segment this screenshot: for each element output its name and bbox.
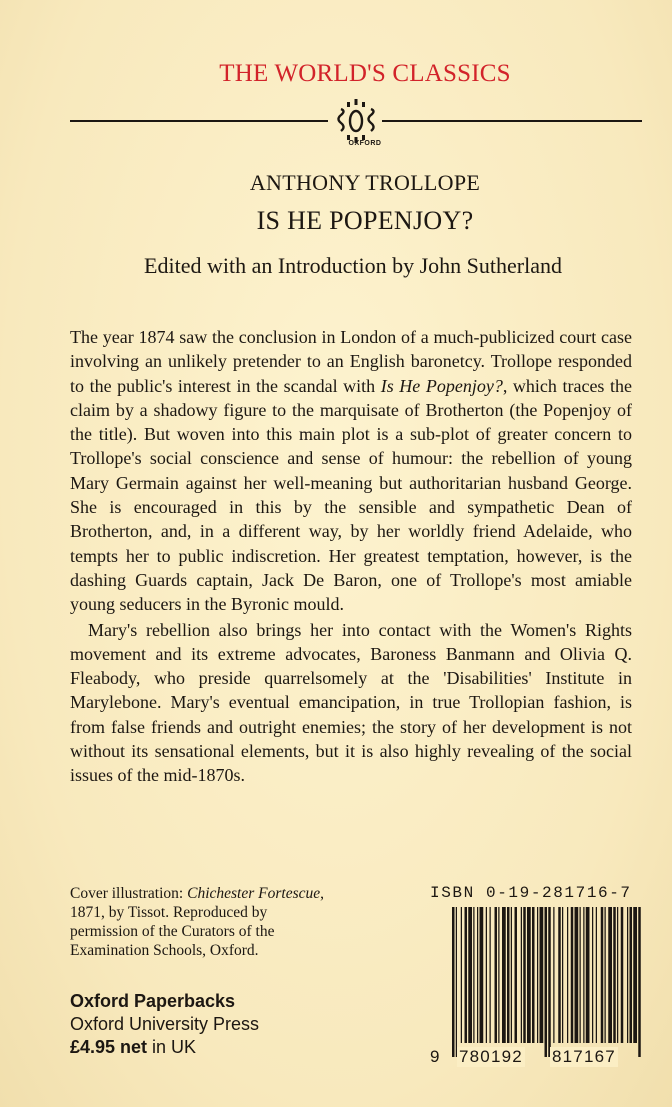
barcode-bar	[613, 907, 616, 1043]
imprint: Oxford Paperbacks	[70, 991, 236, 1011]
barcode-group-2: 817167	[552, 1047, 616, 1066]
barcode-bar	[562, 907, 563, 1043]
barcode-bar	[575, 907, 579, 1043]
barcode-bar	[601, 907, 604, 1043]
blurb-paragraph-2: Mary's rebellion also brings her into contact with the Women's Rights movement and its extreme advocates, Baroness Banmann and Olivia Q. Fleabody, who preside quarrelsomely at the 'Disabilities' Institute in Marylebone. Mary's eventual emancipation, in true Trollopian fashion, is from false friends and outright enemies; the story of her development is not without its sensational elements, but it is also highly revealing of the social issues of the mid-1870s.	[70, 619, 632, 786]
barcode-bar	[580, 907, 581, 1043]
blurb-text: , which traces the claim by a shadowy figure to the marquisate of Brotherton (the Popenjoy of the title). But woven into this main plot is a sub-plot of greater concern to Trollope's social conscience and sense of humour: the rebellion of young Mary Germain against her well-meaning but authoritarian husband George. She is encouraged in this by the sensible and sympathetic Dean of Brotherton, and, in a different way, by her worldly friend Adelaide, who tempts her to public indiscretion. Her greatest temptation, however, is the dashing Guards captain, Jack De Baron, one of Trollope's most amiable young seducers in the Byronic mould.	[70, 375, 632, 615]
barcode-bar	[515, 907, 518, 1043]
price: £4.95 net	[70, 1037, 148, 1057]
barcode-bar	[461, 907, 462, 1043]
barcode-bar	[498, 907, 499, 1043]
logo-caption: OXFORD	[348, 140, 382, 147]
oxford-logo-icon	[332, 96, 380, 146]
barcode-bar	[521, 907, 522, 1043]
barcode-bar	[617, 907, 618, 1043]
barcode-bar	[633, 907, 637, 1043]
barcode-bar	[468, 907, 472, 1043]
price-region: in UK	[147, 1037, 197, 1057]
credits-suffix: , 1871, by Tissot. Reproduced by permission of the Curators of the Examination Schools, Oxford.	[70, 885, 324, 959]
barcode-lead-digit: 9	[430, 1047, 440, 1066]
barcode-bar	[545, 907, 548, 1057]
barcode-bar	[558, 907, 561, 1043]
series-title: THE WORLD'S CLASSICS	[219, 60, 511, 87]
press-name: Oxford University Press	[70, 1014, 260, 1034]
barcode-bar	[480, 907, 484, 1043]
barcode-bar	[495, 907, 498, 1043]
credits-prefix: Cover illustration:	[70, 885, 188, 902]
editor-line: Edited with an Introduction by John Sutherland	[144, 253, 562, 278]
barcode-bar	[537, 907, 538, 1043]
barcode-bar	[571, 907, 574, 1043]
barcode-bar	[553, 907, 554, 1043]
barcode-bar	[532, 907, 535, 1043]
barcode-bar	[596, 907, 597, 1043]
blurb	[70, 325, 632, 788]
barcode-bar	[605, 907, 606, 1043]
barcode-bar	[638, 907, 641, 1057]
barcode-bar	[592, 907, 593, 1043]
barcode-bar	[586, 907, 590, 1043]
barcode-bar	[456, 907, 457, 1057]
barcode-bar	[527, 907, 531, 1043]
blurb-book-title: Is He Popenjoy?	[380, 375, 503, 396]
barcode-bar	[608, 907, 612, 1043]
painting-title: Chichester Fortescue	[187, 885, 321, 902]
barcode-bar	[490, 907, 491, 1043]
barcode-bar	[452, 907, 455, 1057]
barcode-group-1: 780192	[459, 1047, 523, 1066]
isbn-label: ISBN 0-19-281716-7	[430, 884, 632, 902]
barcode-bar	[621, 907, 624, 1043]
author-name: ANTHONY TROLLOPE	[249, 170, 481, 195]
blurb-paragraph-1	[70, 325, 632, 617]
barcode-bar	[477, 907, 478, 1043]
logo-rule-row	[70, 96, 642, 146]
barcode-bar	[627, 907, 628, 1043]
barcode	[452, 907, 642, 1057]
right-rule	[382, 120, 642, 122]
barcode-bar	[523, 907, 526, 1043]
cover-credits	[70, 884, 330, 960]
barcode-bar	[583, 907, 584, 1043]
blurb-text: The year 1874 saw the conclusion in London of a much-publicized court case involving an unlikely pretender to an English baronetcy. Trollope responded to the public's interest in the scandal with	[70, 327, 632, 396]
barcode-bar	[548, 907, 551, 1057]
barcode-bar	[511, 907, 512, 1043]
barcode-bar	[502, 907, 506, 1043]
left-rule	[70, 120, 328, 122]
barcode-bar	[486, 907, 487, 1043]
price-line	[70, 1036, 330, 1059]
barcode-bar	[567, 907, 568, 1043]
barcode-bar	[630, 907, 633, 1043]
barcode-bar	[473, 907, 474, 1043]
barcode-bar	[507, 907, 510, 1043]
barcode-bar	[540, 907, 544, 1043]
barcode-bar	[465, 907, 468, 1043]
book-title: IS HE POPENJOY?	[256, 206, 474, 235]
publisher-block	[70, 990, 330, 1059]
